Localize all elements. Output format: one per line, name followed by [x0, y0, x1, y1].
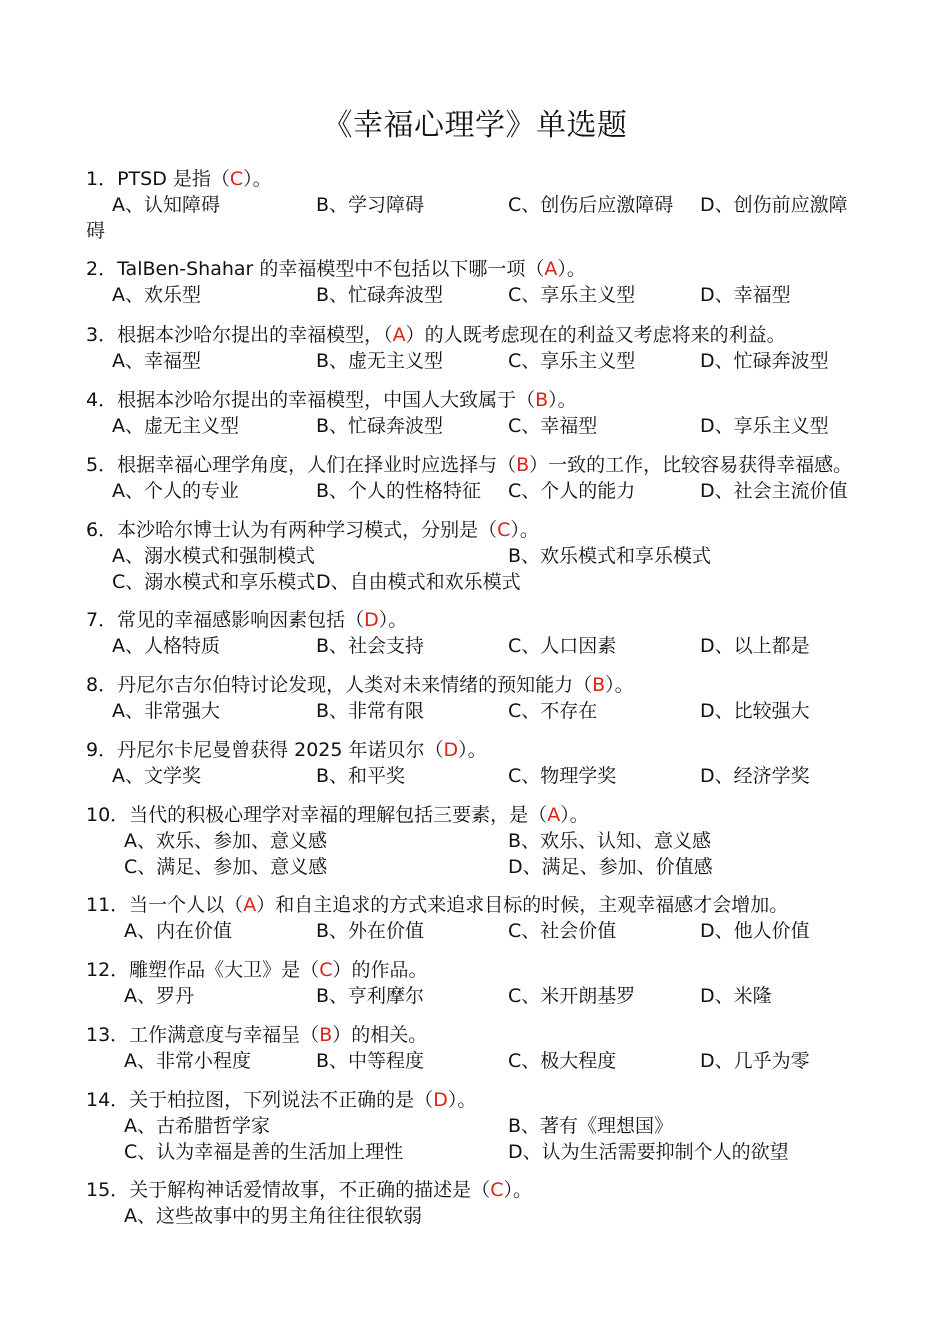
question-stem	[86, 737, 487, 763]
answer-letter: B	[535, 389, 549, 411]
question-stem	[86, 256, 586, 282]
answer-letter: A	[544, 258, 558, 280]
option-b: B、和平奖	[316, 765, 406, 787]
option-c: C、米开朗基罗	[508, 985, 636, 1007]
option-a: A、罗丹	[124, 985, 194, 1007]
option-c: C、不存在	[508, 700, 598, 722]
option-c: C、认为幸福是善的生活加上理性	[124, 1141, 404, 1163]
option-d: D、享乐主义型	[700, 415, 829, 437]
question-text-end: ）。	[548, 389, 577, 411]
question-text-end: ）。	[458, 739, 487, 761]
question-text-end: ）一致的工作，比较容易获得幸福感。	[529, 454, 853, 476]
question-text-end: ）的相关。	[332, 1024, 428, 1046]
option-d: D、认为生活需要抑制个人的欲望	[508, 1141, 789, 1163]
option-d: D、他人价值	[700, 920, 810, 942]
option-a: A、古希腊哲学家	[124, 1115, 270, 1137]
question-text: 3．根据本沙哈尔提出的幸福模型，（	[86, 324, 393, 346]
question-stem	[86, 322, 786, 348]
option-d: D、经济学奖	[700, 765, 810, 787]
option-a: A、非常强大	[112, 700, 220, 722]
option-a: A、文学奖	[112, 765, 201, 787]
question-stem	[86, 892, 788, 918]
option-b: B、外在价值	[316, 920, 425, 942]
question-stem	[86, 1177, 532, 1203]
option-c: C、创伤后应激障碍	[508, 194, 674, 216]
option-c: C、幸福型	[508, 415, 598, 437]
option-d: D、以上都是	[700, 635, 810, 657]
question-text: 8．丹尼尔吉尔伯特讨论发现，人类对未来情绪的预知能力（	[86, 674, 593, 696]
question-text: 5．根据幸福心理学角度，人们在择业时应选择与（	[86, 454, 517, 476]
option-c: C、个人的能力	[508, 480, 636, 502]
answer-letter: A	[392, 324, 406, 346]
option-d: D、比较强大	[700, 700, 810, 722]
option-a: A、个人的专业	[112, 480, 239, 502]
option-d: D、忙碌奔波型	[700, 350, 829, 372]
question-text-end: ）的人既考虑现在的利益又考虑将来的利益。	[405, 324, 786, 346]
option-wrap-text: 碍	[86, 220, 106, 242]
option-d: D、创伤前应激障	[700, 194, 848, 216]
question-stem	[86, 672, 634, 698]
answer-letter: B	[592, 674, 606, 696]
option-a: A、认知障碍	[112, 194, 220, 216]
question-text-end: ）。	[447, 1089, 477, 1111]
page-title: 《幸福心理学》单选题	[322, 108, 628, 143]
option-d: D、自由模式和欢乐模式	[316, 571, 521, 593]
question-text: 9．丹尼尔卡尼曼曾获得 2025 年诺贝尔（	[86, 739, 444, 761]
option-b: B、欢乐模式和享乐模式	[508, 545, 712, 567]
option-a: A、欢乐型	[112, 284, 201, 306]
option-a: A、内在价值	[124, 920, 232, 942]
answer-letter: B	[516, 454, 530, 476]
question-text-end: ）。	[510, 519, 539, 541]
option-b: B、忙碌奔波型	[316, 415, 444, 437]
answer-letter: D	[433, 1089, 448, 1111]
question-text: 6．本沙哈尔博士认为有两种学习模式，分别是（	[86, 519, 498, 541]
option-a: A、幸福型	[112, 350, 201, 372]
option-b: B、著有《理想国》	[508, 1115, 674, 1137]
question-text-end: ）。	[378, 609, 408, 631]
answer-letter: C	[229, 168, 244, 190]
answer-letter: C	[490, 1179, 504, 1201]
option-b: B、非常有限	[316, 700, 425, 722]
question-stem	[86, 1022, 427, 1048]
option-a: A、非常小程度	[124, 1050, 251, 1072]
question-text: 12．雕塑作品《大卫》是（	[86, 959, 320, 981]
question-text-end: ）。	[557, 258, 586, 280]
answer-letter: D	[364, 609, 379, 631]
option-b: B、中等程度	[316, 1050, 425, 1072]
question-text: 2．TalBen-Shahar 的幸福模型中不包括以下哪一项（	[86, 258, 545, 280]
option-a: A、人格特质	[112, 635, 220, 657]
question-stem	[86, 517, 539, 543]
question-text: 10．当代的积极心理学对幸福的理解包括三要素，是（	[86, 804, 548, 826]
option-d: D、社会主流价值	[700, 480, 848, 502]
option-a: A、溺水模式和强制模式	[112, 545, 315, 567]
answer-letter: C	[497, 519, 511, 541]
question-text-end: ）。	[243, 168, 272, 190]
option-d: D、满足、参加、价值感	[508, 856, 713, 878]
question-text-end: ）。	[503, 1179, 532, 1201]
option-b: B、亨利摩尔	[316, 985, 425, 1007]
question-stem	[86, 607, 407, 633]
answer-letter: A	[547, 804, 561, 826]
option-a: A、这些故事中的男主角往往很软弱	[124, 1205, 422, 1227]
option-a: A、虚无主义型	[112, 415, 239, 437]
option-c: C、享乐主义型	[508, 350, 636, 372]
question-stem	[86, 387, 577, 413]
option-c: C、享乐主义型	[508, 284, 636, 306]
question-text: 15．关于解构神话爱情故事，不正确的描述是（	[86, 1179, 491, 1201]
option-d: D、几乎为零	[700, 1050, 810, 1072]
question-text: 13．工作满意度与幸福呈（	[86, 1024, 320, 1046]
option-c: C、极大程度	[508, 1050, 617, 1072]
option-b: B、社会支持	[316, 635, 425, 657]
option-d: D、米隆	[700, 985, 772, 1007]
answer-letter: A	[243, 894, 257, 916]
question-text-end: ）的作品。	[332, 959, 428, 981]
answer-letter: C	[319, 959, 333, 981]
question-text-end: ）和自主追求的方式来追求目标的时候，主观幸福感才会增加。	[256, 894, 789, 916]
option-b: B、忙碌奔波型	[316, 284, 444, 306]
answer-letter: D	[443, 739, 459, 761]
question-text: 1．PTSD 是指（	[86, 168, 230, 190]
option-d: D、幸福型	[700, 284, 791, 306]
option-b: B、欢乐、认知、意义感	[508, 830, 712, 852]
option-c: C、满足、参加、意义感	[124, 856, 328, 878]
answer-letter: B	[319, 1024, 333, 1046]
question-stem	[86, 957, 427, 983]
question-stem	[86, 802, 589, 828]
option-c: C、社会价值	[508, 920, 617, 942]
question-stem	[86, 1087, 476, 1113]
question-stem	[86, 166, 272, 192]
question-text: 7．常见的幸福感影响因素包括（	[86, 609, 365, 631]
question-text-end: ）。	[560, 804, 589, 826]
option-c: C、溺水模式和享乐模式	[112, 571, 316, 593]
question-text: 14．关于柏拉图，下列说法不正确的是（	[86, 1089, 434, 1111]
question-text: 4．根据本沙哈尔提出的幸福模型，中国人大致属于（	[86, 389, 536, 411]
question-text: 11．当一个人以（	[86, 894, 244, 916]
option-b: B、虚无主义型	[316, 350, 444, 372]
option-a: A、欢乐、参加、意义感	[124, 830, 327, 852]
option-b: B、个人的性格特征	[316, 480, 482, 502]
option-c: C、人口因素	[508, 635, 617, 657]
question-text-end: ）。	[605, 674, 634, 696]
option-b: B、学习障碍	[316, 194, 425, 216]
question-stem	[86, 452, 852, 478]
option-c: C、物理学奖	[508, 765, 617, 787]
